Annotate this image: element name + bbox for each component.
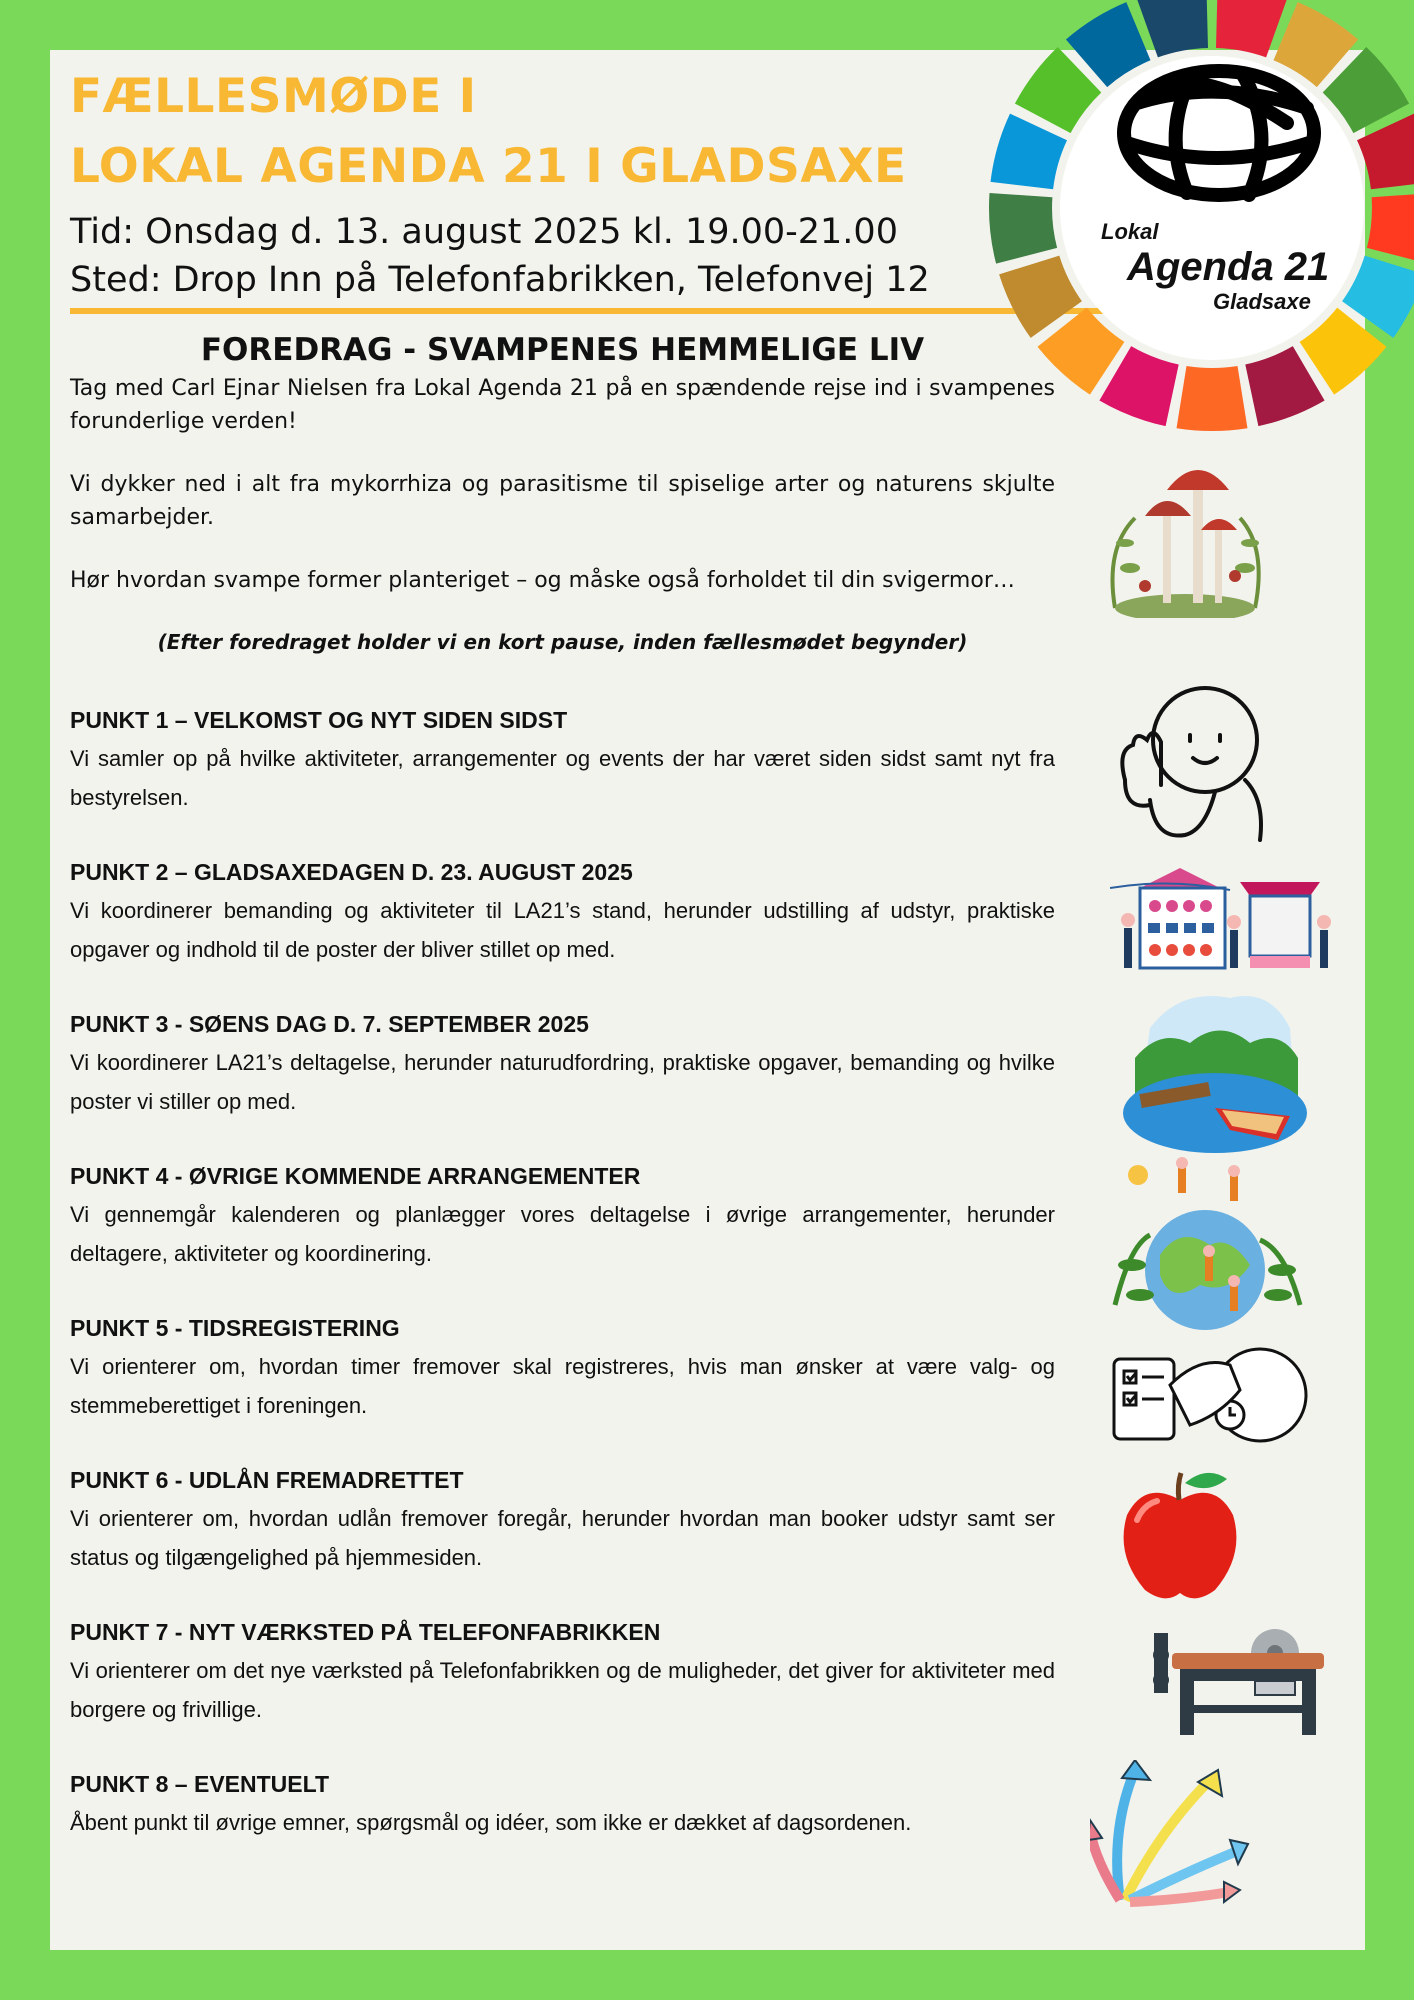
agenda-item-heading: PUNKT 5 - TIDSREGISTERING: [70, 1315, 400, 1341]
lecture-paragraph: Hør hvordan svampe former planteriget – og måske også forholdet til din svigermor…: [70, 568, 1015, 593]
page-title-line-2: LOKAL AGENDA 21 I GLADSAXE: [70, 139, 907, 194]
time-registration-illustration: [1110, 1345, 1310, 1445]
logo-text-big: Agenda 21: [1127, 245, 1330, 289]
agenda-item: [70, 703, 1055, 817]
agenda-item-heading: PUNKT 8 – EVENTUELT: [70, 1771, 329, 1797]
lake-boat-illustration: [1120, 988, 1310, 1158]
sdg-ring-segment: [1216, 0, 1287, 57]
agenda-item-heading: PUNKT 7 - NYT VÆRKSTED PÅ TELEFONFABRIKKEN: [70, 1619, 661, 1645]
agenda-item: [70, 1159, 1055, 1273]
market-stall-illustration: [1110, 868, 1340, 988]
agenda-item-body: Vi orienterer om det nye værksted på Telefonfabrikken og de muligheder, det giver for aktiviteter med borgere og frivillige.: [70, 1658, 1055, 1722]
planet-volunteers-illustration: [1110, 1155, 1310, 1330]
sdg-ring-segment: [989, 193, 1057, 264]
header-divider: [70, 308, 1105, 314]
waving-person-illustration: [1095, 680, 1285, 845]
arrows-illustration: [1090, 1760, 1250, 1910]
agenda-item-heading: PUNKT 3 - SØENS DAG D. 7. SEPTEMBER 2025: [70, 1011, 589, 1037]
agenda-item-body: Vi samler op på hvilke aktiviteter, arrangementer og events der har været siden sidst samt nyt fra bestyrelsen.: [70, 746, 1055, 810]
agenda-item-body: Vi orienterer om, hvordan udlån fremover foregår, herunder hvordan man booker udstyr samt ser status og tilgængelighed på hjemmesiden.: [70, 1506, 1055, 1570]
agenda-item-body: Vi koordinerer LA21’s deltagelse, herunder naturudfordring, praktiske opgaver, bemanding og hvilke poster vi stiller op med.: [70, 1050, 1055, 1114]
sdg-ring-segment: [1367, 193, 1414, 264]
apple-illustration: [1115, 1465, 1245, 1605]
agenda-item: [70, 1007, 1055, 1121]
agenda-item-body: Vi gennemgår kalenderen og planlægger vores deltagelse i øvrige arrangementer, herunder deltagere, aktiviteter og koordinering.: [70, 1202, 1055, 1266]
agenda-item: [70, 1615, 1055, 1729]
agenda-item: [70, 855, 1055, 969]
mushrooms-illustration: [1095, 458, 1275, 618]
meeting-place: Sted: Drop Inn på Telefonfabrikken, Telefonvej 12: [70, 260, 930, 300]
main-content: [70, 328, 1055, 1880]
agenda-item-heading: PUNKT 6 - UDLÅN FREMADRETTET: [70, 1467, 464, 1493]
lecture-title: FOREDRAG - SVAMPENES HEMMELIGE LIV: [200, 332, 925, 368]
agenda-item-body: Vi orienterer om, hvordan timer fremover skal registreres, hvis man ønsker at være valg- og stemmeberettiget i foreningen.: [70, 1354, 1055, 1418]
agenda-list: [70, 703, 1055, 1842]
agenda-item-heading: PUNKT 2 – GLADSAXEDAGEN D. 23. AUGUST 2025: [70, 859, 633, 885]
sdg-ring-segment: [1137, 0, 1208, 57]
lecture-section: [70, 328, 1055, 597]
logo-text-small: Lokal: [1101, 219, 1159, 244]
logo-text-place: Gladsaxe: [1213, 289, 1311, 314]
break-note: (Efter foredraget holder vi en kort pause, inden fællesmødet begynder): [157, 630, 968, 654]
agenda-item: [70, 1311, 1055, 1425]
sdg-ring-segment: [1177, 366, 1248, 431]
workbench-saw-illustration: [1150, 1625, 1330, 1740]
header: [70, 62, 1030, 304]
agenda-item: [70, 1767, 1055, 1842]
lecture-paragraph: Vi dykker ned i alt fra mykorrhiza og parasitisme til spiselige arter og naturens skjulte samarbejder.: [70, 472, 1055, 530]
agenda-item-body: Åbent punkt til øvrige emner, spørgsmål og idéer, som ikke er dækket af dagsordenen.: [70, 1810, 912, 1835]
agenda-item-heading: PUNKT 1 – VELKOMST OG NYT SIDEN SIDST: [70, 707, 568, 733]
lecture-paragraph: Tag med Carl Ejnar Nielsen fra Lokal Agenda 21 på en spændende rejse ind i svampenes forunderlige verden!: [70, 376, 1055, 434]
agenda-item-heading: PUNKT 4 - ØVRIGE KOMMENDE ARRANGEMENTER: [70, 1163, 641, 1189]
agenda-item: [70, 1463, 1055, 1577]
agenda-item-body: Vi koordinerer bemanding og aktiviteter til LA21’s stand, herunder udstilling af udstyr, praktiske opgaver og indhold til de poster der bliver stillet op med.: [70, 898, 1055, 962]
page-title-line-1: FÆLLESMØDE I: [70, 69, 477, 124]
logo-center: [1060, 56, 1364, 360]
meeting-time: Tid: Onsdag d. 13. august 2025 kl. 19.00-21.00: [70, 212, 898, 252]
